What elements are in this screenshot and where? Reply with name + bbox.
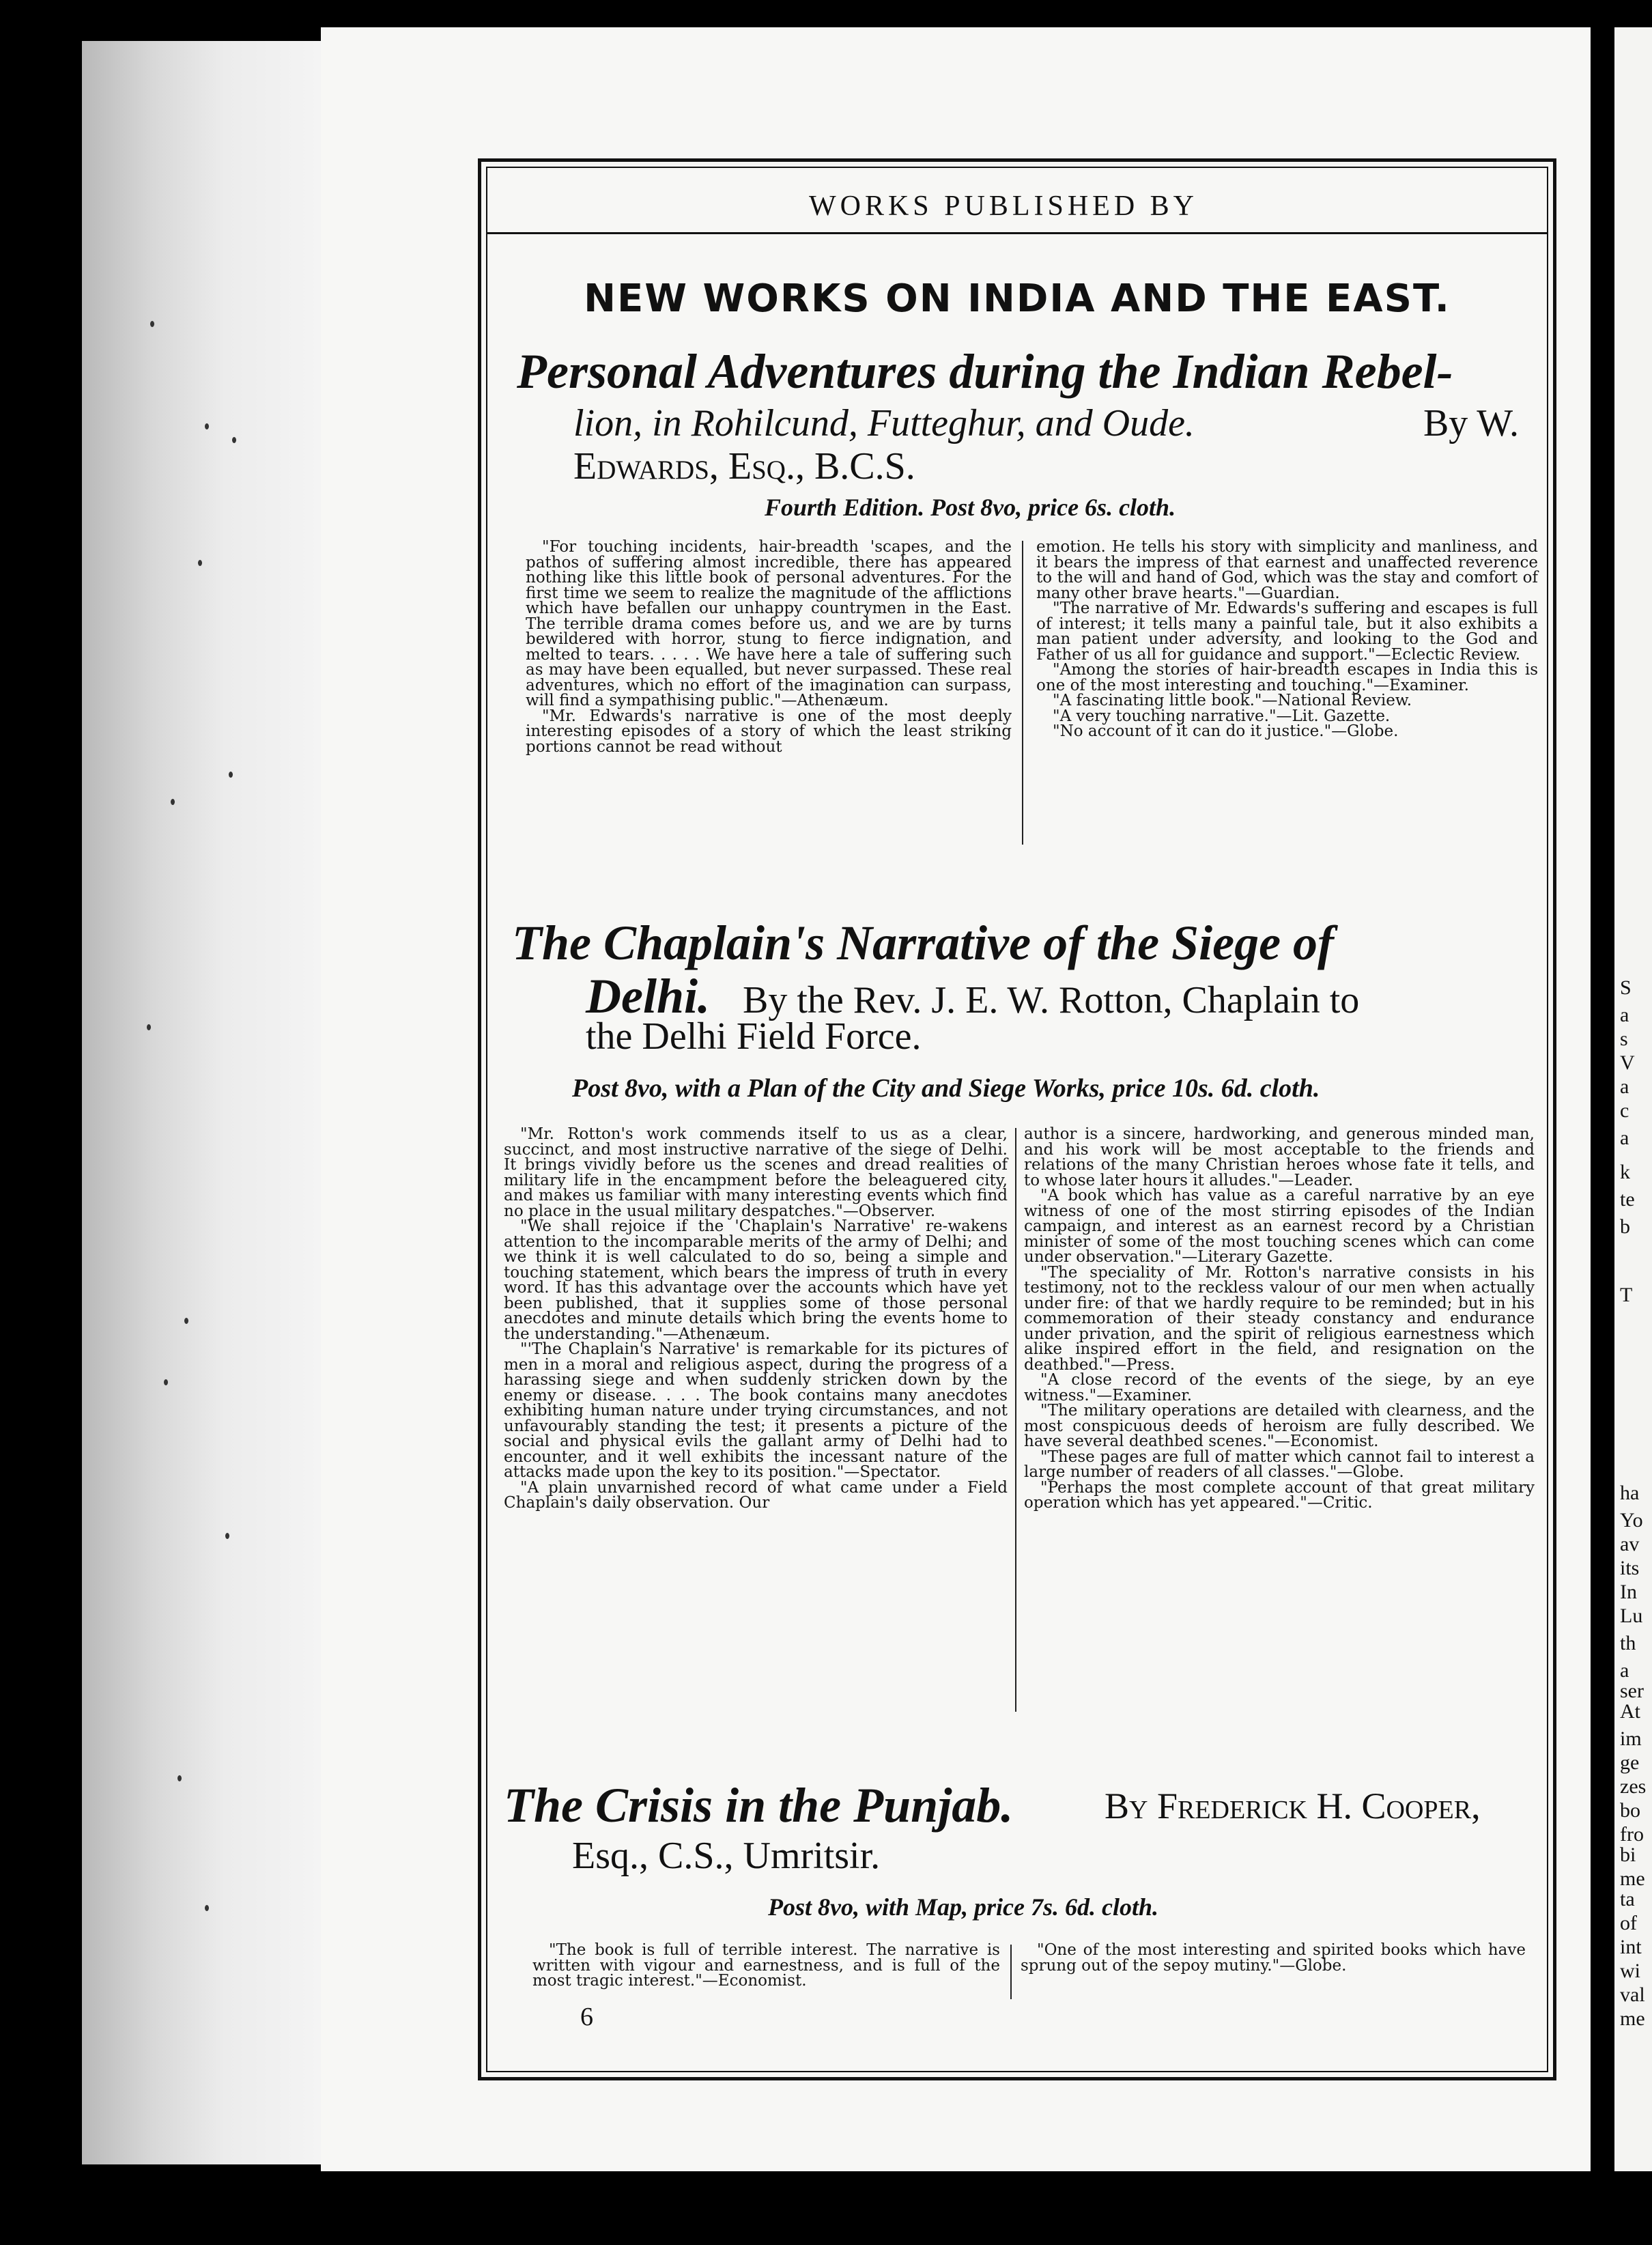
book2-review: "A plain unvarnished record of what came under a Field Chaplain's daily observation. Our (504, 1478, 1008, 1512)
book2-review: "Mr. Rotton's work commends itself to us as a clear, succinct, and most instructive narrative of the siege of Delhi. It brings vividly before us the scenes and dread realities of military life in the encampment before the beleaguered city, and makes us familiar with many interesting events which find no place in the usual military despatches."—Observer. (504, 1125, 1008, 1220)
facing-page-fragment: me (1620, 1867, 1645, 1890)
book3-reviews-right (1021, 1943, 1526, 1973)
header-rule (486, 232, 1548, 234)
scan-speck (177, 1775, 182, 1781)
book2-review: "A book which has value as a careful narrative by an eye witness of one of the most stirring episodes of the Indian campaign, and interest as an earnest record by a Christian minister of some of the most touching scenes which can come under observation."—Literary Gazette. (1024, 1187, 1535, 1266)
book3-title: The Crisis in the Punjab. (504, 1778, 1014, 1833)
facing-page-fragment: ser (1620, 1680, 1644, 1702)
left-page-edge (82, 41, 321, 2164)
facing-page-fragment: c (1620, 1099, 1629, 1122)
book2-review: "Perhaps the most complete account of that great military operation which has yet appeared."—Critic. (1024, 1478, 1535, 1512)
book2-review: "These pages are full of matter which cannot fail to interest a large number of readers of all classes."—Globe. (1024, 1448, 1535, 1481)
book2-reviews-left (504, 1127, 1008, 1511)
book2-review: "We shall rejoice if the 'Chaplain's Narrative' re-wakens attention to the incomparable merits of the army of Delhi; and we think it is well calculated to do so, being a simple and touching statement, which bears the impress of truth in every word. It has this advantage over the accounts which have yet been published, that it supplies some of those personal anecdotes and minute details which bring the events home to the understanding."—Athenæum. (504, 1217, 1008, 1343)
scan-speck (184, 1318, 188, 1324)
scan-speck (198, 560, 202, 566)
facing-page-fragment: a (1620, 1004, 1629, 1026)
column-divider (1015, 1128, 1016, 1712)
facing-page-fragment: me (1620, 2007, 1645, 2030)
scan-speck (171, 799, 175, 805)
book2-review: "The speciality of Mr. Rotton's narrative consists in his testimony, not to the reckless valour of our men when actually under fire: of that we hardly require to be reminded; but in his commemoration of their steady constancy and endurance under privation, and the spirit of religious earnestness which alike inspired effort in the field, and resignation on the deathbed."—Press. (1024, 1263, 1535, 1374)
facing-page-fragment: ha (1620, 1482, 1640, 1504)
scan-speck (147, 1024, 151, 1030)
facing-page-fragment: ge (1620, 1751, 1640, 1774)
book2-reviews-right (1024, 1127, 1535, 1511)
facing-page-fragment: val (1620, 1983, 1645, 2006)
book2-edition: Post 8vo, with a Plan of the City and Siege Works, price 10s. 6d. cloth. (572, 1074, 1320, 1103)
book3-author: By Frederick H. Cooper, (1105, 1785, 1481, 1826)
column-divider (1010, 1945, 1012, 1999)
book1-review: "A fascinating little book."—National Review. (1053, 692, 1412, 709)
facing-page-fragment: its (1620, 1557, 1640, 1579)
facing-page-fragment: S (1620, 976, 1632, 999)
running-head: WORKS PUBLISHED BY (808, 190, 1199, 222)
facing-page-fragment: a (1620, 1075, 1629, 1098)
book2-title-line1: The Chaplain's Narrative of the Siege of (512, 916, 1334, 970)
book3-reviews-left (532, 1943, 1000, 1989)
facing-page-fragment: fro (1620, 1823, 1644, 1846)
book3-author-line2: Esq., C.S., Umritsir. (572, 1835, 881, 1877)
facing-page-fragment: s (1620, 1028, 1628, 1050)
book3-review: "One of the most interesting and spirited books which have sprung out of the sepoy mutiny."—Globe. (1021, 1941, 1526, 1975)
facing-page-fragment: th (1620, 1632, 1636, 1654)
book1-reviews-left (526, 539, 1012, 754)
facing-page-fragment: int (1620, 1936, 1642, 1958)
right-page-edge (1614, 27, 1652, 2171)
scan-speck (205, 1905, 209, 1911)
book1-review: "No account of it can do it justice."—Globe. (1053, 722, 1399, 740)
book1-title-line2 (573, 404, 1519, 442)
facing-page-fragment: wi (1620, 1960, 1640, 1982)
scan-speck (225, 1533, 229, 1539)
book1-author: Edwards, Esq., B.C.S. (573, 445, 915, 488)
facing-page-fragment: T (1620, 1284, 1633, 1306)
scan-speck (164, 1379, 168, 1385)
book1-review: "A very touching narrative."—Lit. Gazette. (1053, 707, 1391, 725)
book2-review: "A close record of the events of the siege, by an eye witness."—Examiner. (1024, 1371, 1535, 1404)
column-divider (1022, 541, 1023, 845)
book1-title-line2-italic: lion, in Rohilcund, Futteghur, and Oude. (573, 402, 1195, 444)
book1-review: emotion. He tells his story with simplicity and manliness, and it bears the impress of that earnest and unaffected reverence to the will and hand of God, which was the stay and comfort of many other brave hearts."—Guardian. (1036, 538, 1538, 602)
book1-edition: Fourth Edition. Post 8vo, price 6s. cloth. (765, 494, 1176, 521)
book2-review: author is a sincere, hardworking, and generous minded man, and his work will be most acceptable to the friends and relations of the many Christian heroes whose fate it tells, and to whose later hours it alludes."—Leader. (1024, 1125, 1535, 1189)
facing-page-fragment: av (1620, 1533, 1640, 1555)
section-heading: NEW WORKS ON INDIA AND THE EAST. (584, 277, 1451, 321)
facing-page-fragment: a (1620, 1659, 1629, 1682)
book1-author-by: By W. (1423, 402, 1519, 444)
facing-page-fragment: V (1620, 1051, 1635, 1074)
scan-speck (150, 321, 154, 327)
scan-speck (232, 437, 236, 443)
book3-review: "The book is full of terrible interest. The narrative is written with vigour and earnestness, and is full of the most tragic interest."—Economist. (532, 1941, 1000, 1990)
book2-title-line2-italic: Delhi. (586, 969, 711, 1023)
page-number: 6 (580, 2003, 593, 2031)
facing-page-fragment: zes (1620, 1775, 1647, 1798)
book1-review: "The narrative of Mr. Edwards's suffering and escapes is full of interest; it tells many a painful tale, but it also exhibits a man patient under adversity, and looking to the God and Father of us all for guidance and support."—Eclectic Review. (1036, 599, 1538, 664)
facing-page-fragment: b (1620, 1215, 1630, 1238)
book2-title-line2 (586, 969, 1360, 1023)
facing-page-fragment: Yo (1620, 1509, 1643, 1531)
book1-reviews-right (1036, 539, 1538, 739)
facing-page-fragment: im (1620, 1727, 1642, 1750)
facing-page-fragment: a (1620, 1127, 1629, 1149)
book2-review: "'The Chaplain's Narrative' is remarkable for its pictures of men in a moral and religious aspect, during the progress of a harassing siege and when suddenly stricken down by the enemy or disease. . . . The book contains many anecdotes exhibiting human nature under trying circumstances, and not unfavourably standing the test; it presents a picture of the social and physical evils the gallant army of Delhi had to encounter, and it well exhibits the incessant nature of the attacks made upon the key to its position."—Spectator. (504, 1340, 1008, 1481)
facing-page-fragment: k (1620, 1161, 1630, 1183)
scan-speck (229, 772, 233, 778)
book1-review: "Among the stories of hair-breadth escapes in India this is one of the most interesting and touching."—Examiner. (1036, 661, 1538, 694)
facing-page-fragment: te (1620, 1188, 1635, 1211)
facing-page-fragment: Lu (1620, 1605, 1643, 1627)
facing-page-fragment: bi (1620, 1844, 1636, 1866)
book1-title-line1: Personal Adventures during the Indian Rebel- (517, 344, 1453, 399)
facing-page-fragment: of (1620, 1912, 1637, 1934)
book2-author: By the Rev. J. E. W. Rotton, Chaplain to (743, 979, 1360, 1021)
scan-speck (205, 423, 209, 429)
facing-page-fragment: ta (1620, 1888, 1635, 1910)
facing-page-fragment: In (1620, 1581, 1637, 1603)
book2-review: "The military operations are detailed with clearness, and the most conspicuous deeds of heroism are fully described. We have several deathbed scenes."—Economist. (1024, 1402, 1535, 1450)
book2-title-line3: the Delhi Field Force. (586, 1015, 922, 1058)
facing-page-fragment: At (1620, 1700, 1640, 1723)
book3-edition: Post 8vo, with Map, price 7s. 6d. cloth. (768, 1893, 1159, 1921)
facing-page-fragment: bo (1620, 1799, 1640, 1822)
book1-review: "Mr. Edwards's narrative is one of the most deeply interesting episodes of a story of which the least striking portions cannot be read without (526, 707, 1012, 756)
book1-review: "For touching incidents, hair-breadth 'scapes, and the pathos of suffering almost incredible, there has appeared nothing like this little book of personal adventures. For the first time we seem to realize the magnitude of the afflictions which have befallen our unhappy countrymen in the East. The terrible drama comes before us, and we are by turns bewildered with horror, stung to fierce indignation, and melted to tears. . . . . We have here a tale of suffering such as may have been equalled, but never surpassed. These real adventures, which no effort of the imagination can surpass, will find a sympathising public."—Athenæum. (526, 538, 1012, 709)
